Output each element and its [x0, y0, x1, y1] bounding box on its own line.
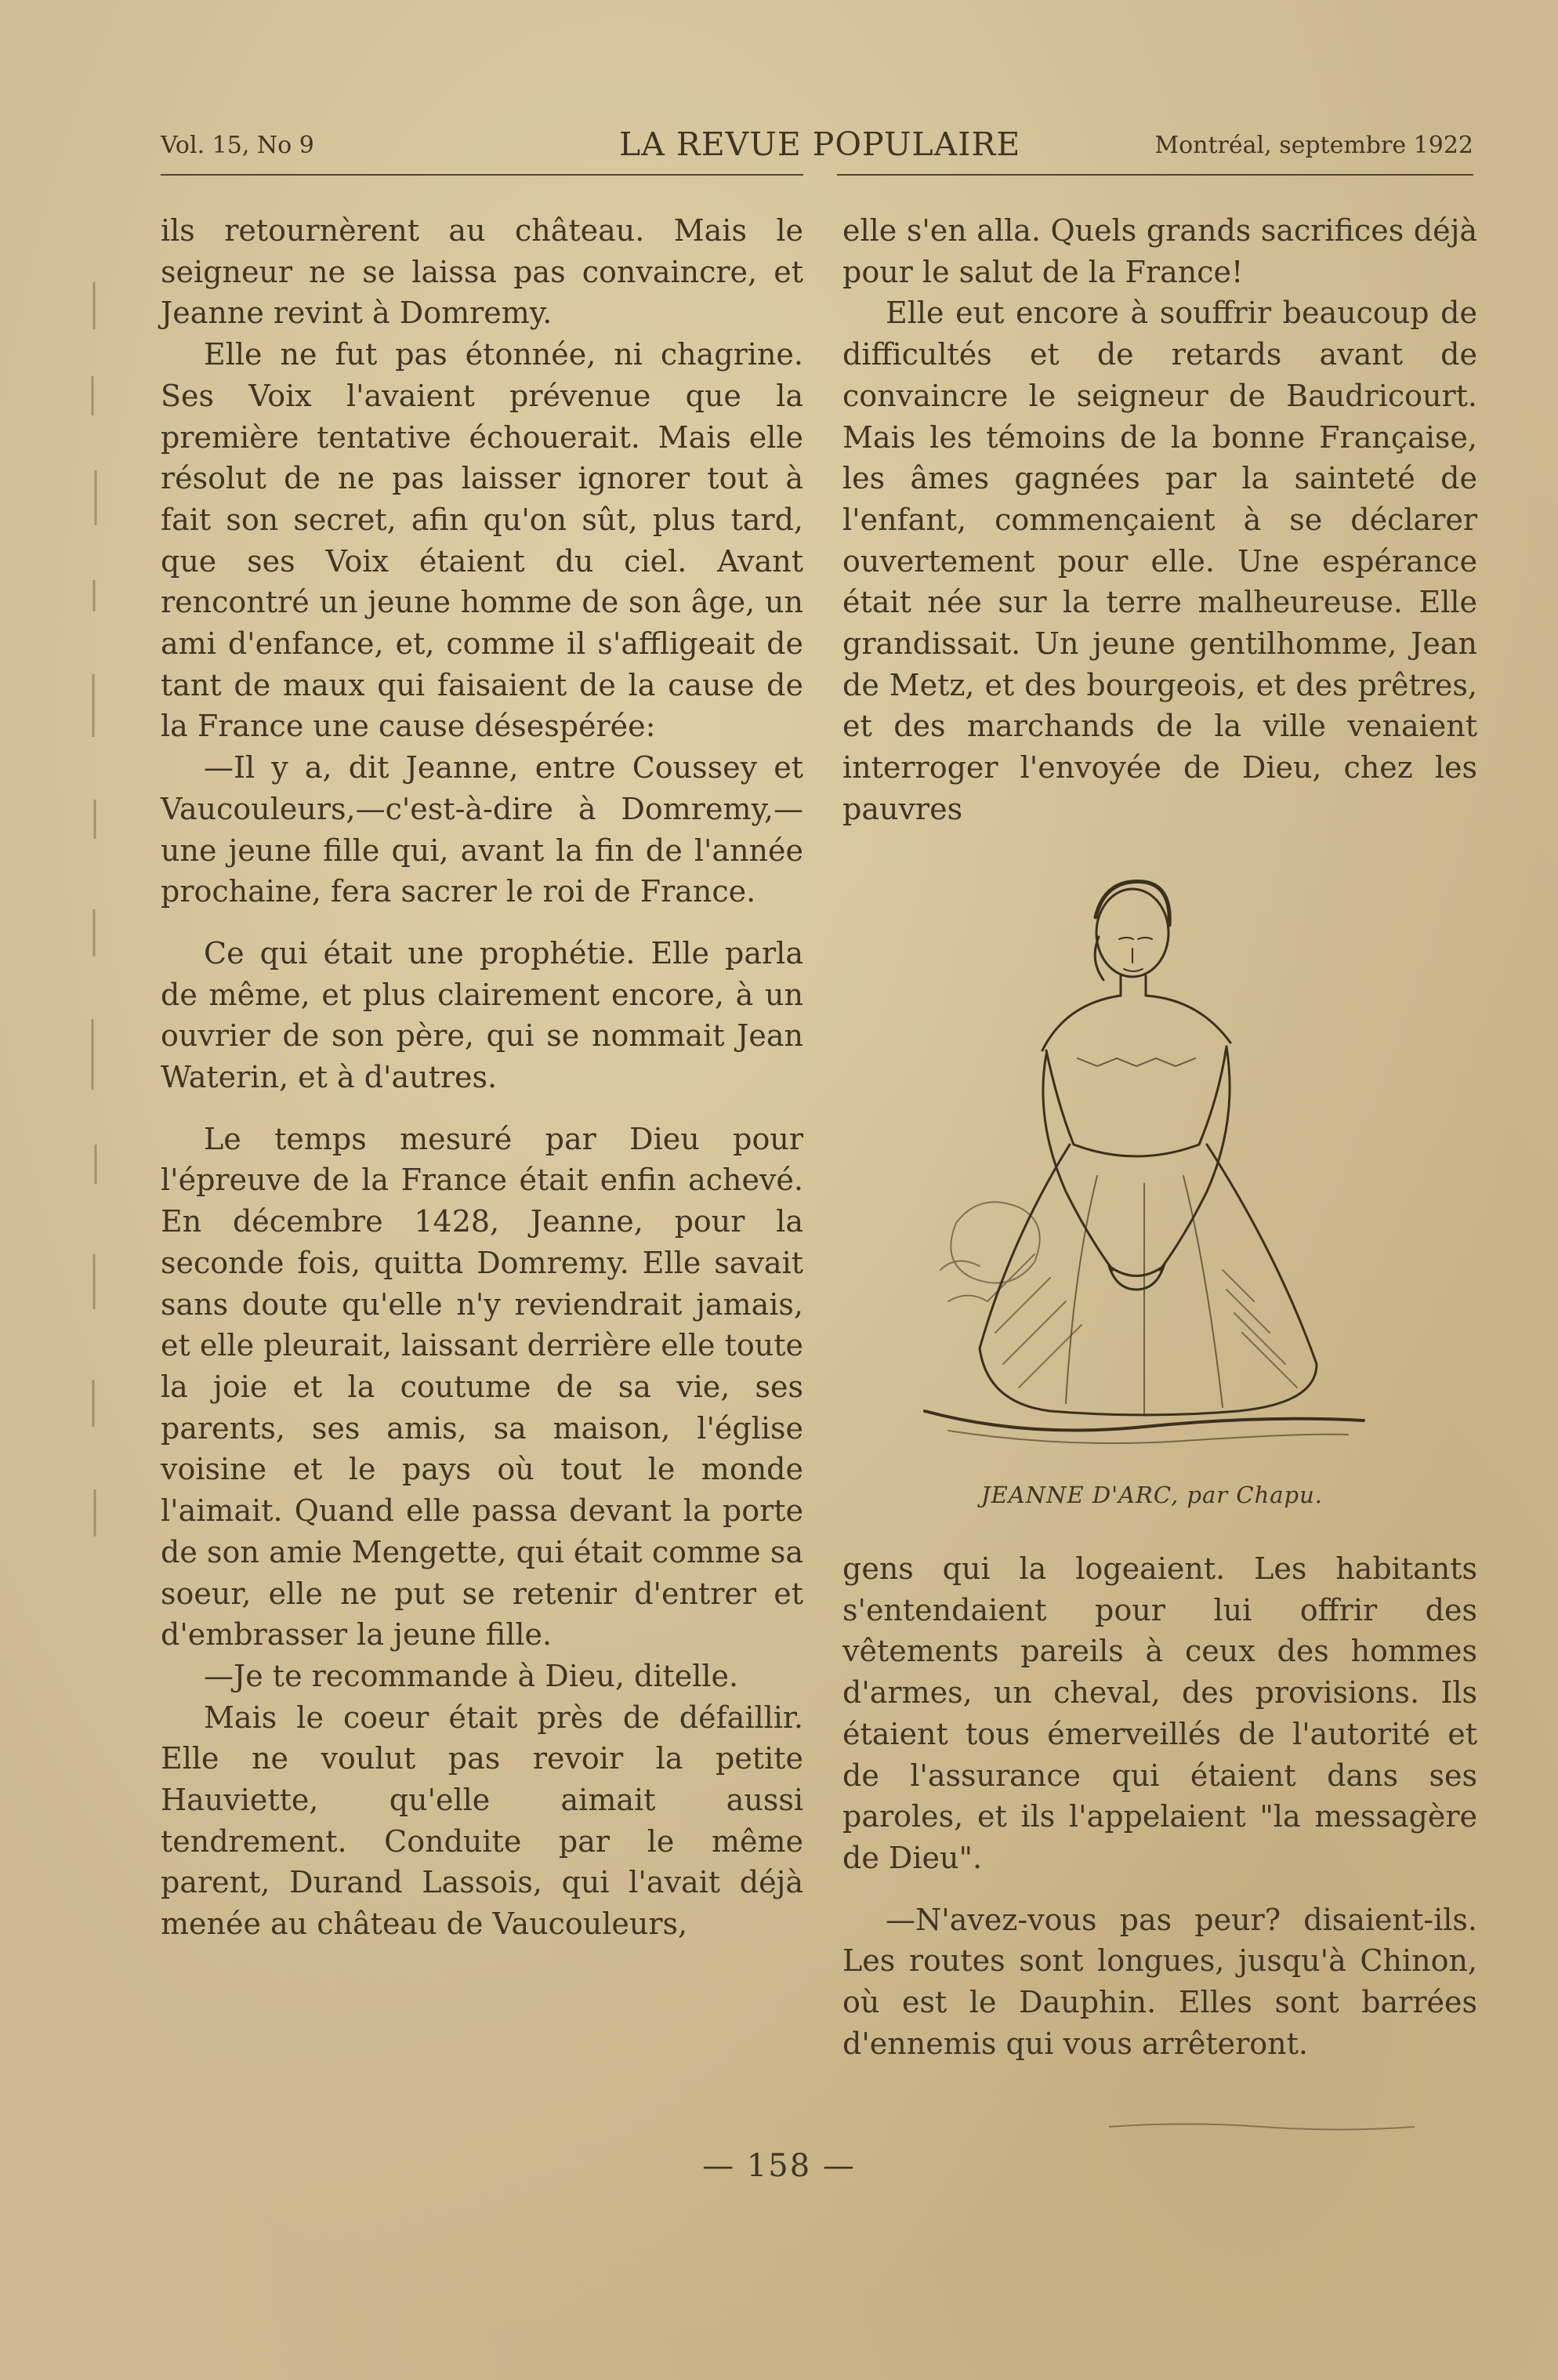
jeanne-statue-illustration [909, 862, 1371, 1458]
paragraph: —N'avez-vous pas peur? disaient-ils. Les routes sont longues, jusqu'à Chinon, où est le Dauphin. Elles sont barrées d'ennemis qui vous arrêteront. [842, 1902, 1477, 2061]
figure-caption: JEANNE D'ARC, par Chapu. [980, 1482, 1324, 1508]
statue-drawing [909, 862, 1371, 1458]
paragraph: —Il y a, dit Jeanne, entre Coussey et Vaucouleurs,—c'est-à-dire à Domremy,—une jeune fille qui, avant la fin de l'année prochaine, fera sacrer le roi de France. [161, 750, 803, 909]
paragraph: Mais le coeur était près de défaillir. Elle ne voulut pas revoir la petite Hauviette, qu'elle aimait aussi tendrement. Conduite par le même parent, Durand Lassois, qui l'avait déjà menée au château de Vaucouleurs, [161, 1700, 803, 1942]
paragraph: ils retournèrent au château. Mais le seigneur ne se laissa pas convaincre, et Jeanne revint à Domremy. [161, 213, 803, 331]
journal-title: LA REVUE POPULAIRE [619, 125, 1021, 163]
paragraph: Ce qui était une prophétie. Elle parla de même, et plus clairement encore, à un ouvrier de son père, qui se nommait Jean Waterin, et à d'autres. [161, 935, 803, 1095]
end-ornament [1105, 2121, 1419, 2132]
paragraph: elle s'en alla. Quels grands sacrifices déjà pour le salut de la France! [842, 213, 1477, 289]
left-column [161, 210, 803, 1945]
header-rule-right [837, 174, 1473, 176]
header-rule-left [161, 174, 803, 176]
margin-ink-marks [78, 267, 125, 1599]
place-date: Montréal, septembre 1922 [1154, 132, 1473, 159]
page-header [161, 125, 1473, 172]
paragraph: Elle ne fut pas étonnée, ni chagrine. Ses Voix l'avaient prévenue que la première tentative échouerait. Mais elle résolut de ne pas laisser ignorer tout à fait son secret, afin qu'on sût, plus tard, que ses Voix étaient du ciel. Avant rencontré un jeune homme de son âge, un ami d'enfance, et, comme il s'affligeait de tant de maux qui faisaient de la cause de la France une cause désespérée: [161, 337, 803, 744]
right-column-top [842, 210, 1477, 830]
paragraph: Elle eut encore à souffrir beaucoup de difficultés et de retards avant de convaincre le seigneur de Baudricourt. Mais les témoins de la bonne Française, les âmes gagnées par la sainteté de l'enfant, commençaient à se déclarer ouvertement pour elle. Une espérance était née sur la terre malheureuse. Elle grandissait. Un jeune gentilhomme, Jean de Metz, et des bourgeois, et des prêtres, et des marchands de la ville venaient interroger l'envoyée de Dieu, chez les pauvres [842, 296, 1477, 826]
page-number: — 158 — [702, 2148, 856, 2184]
paragraph: gens qui la logeaient. Les habitants s'entendaient pour lui offrir des vêtements pareils à ceux des hommes d'armes, un cheval, des provisions. Ils étaient tous émerveillés de l'autorité et de l'assurance qui étaient dans ses paroles, et ils l'appelaient "la messagère de Dieu". [842, 1551, 1477, 1875]
volume-number: Vol. 15, No 9 [161, 132, 314, 159]
paragraph: —Je te recommande à Dieu, ditelle. [204, 1658, 739, 1693]
right-column-bottom [842, 1548, 1477, 2064]
paragraph: Le temps mesuré par Dieu pour l'épreuve de la France était enfin achevé. En décembre 1428, Jeanne, pour la seconde fois, quitta Domremy. Elle savait sans doute qu'elle n'y reviendrait jamais, et elle pleurait, laissant derrière elle toute la joie et la coutume de sa vie, ses parents, ses amis, sa maison, l'église voisine et le pays où tout le monde l'aimait. Quand elle passa devant la porte de son amie Mengette, qui était comme sa soeur, elle ne put se retenir d'entrer et d'embrasser la jeune fille. [161, 1121, 803, 1653]
